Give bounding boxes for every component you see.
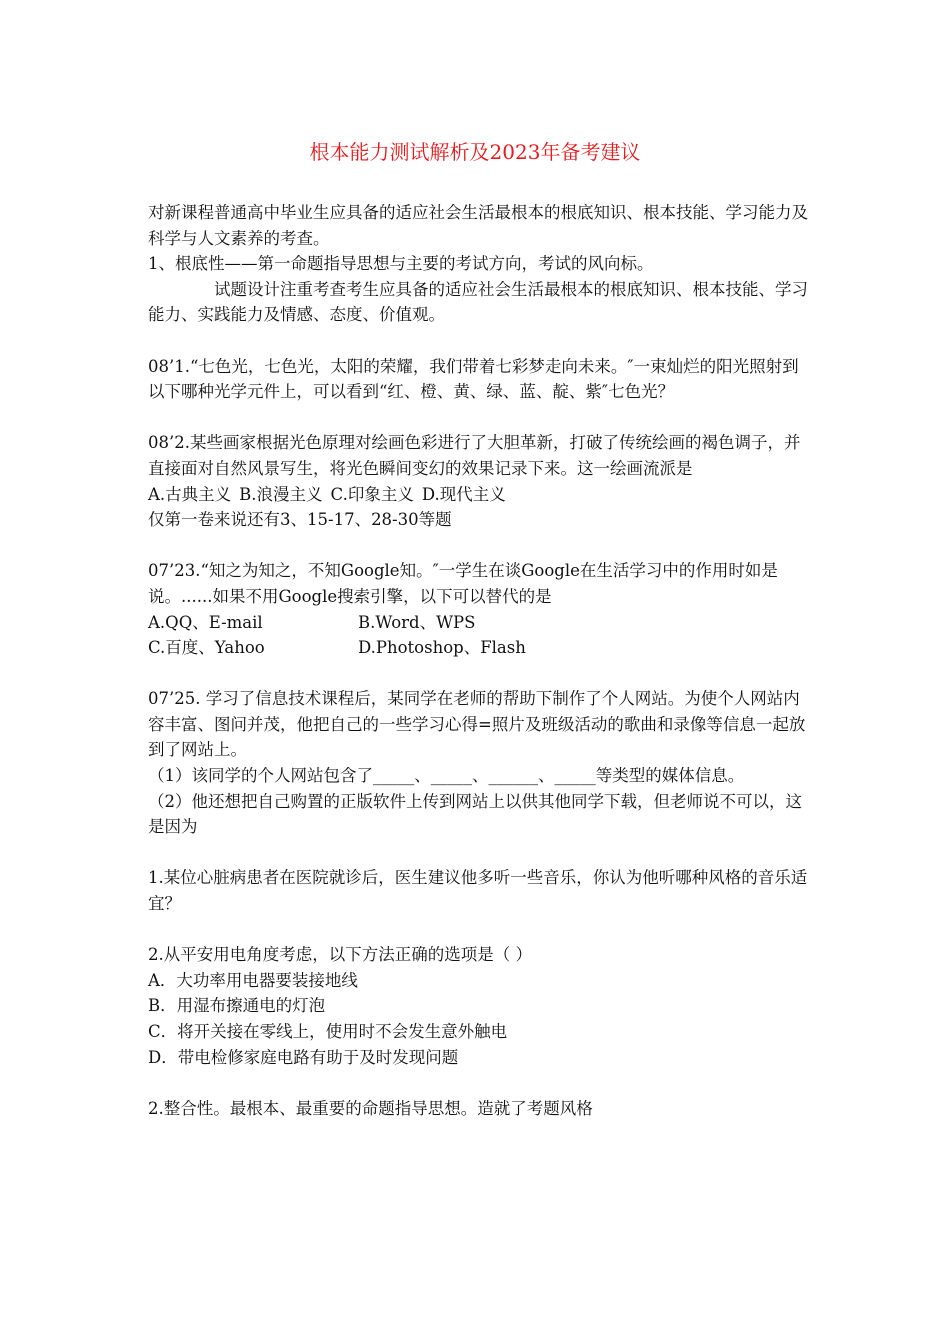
question-4-sub-1: （1）该同学的个人网站包含了_____、_____、______、_____等类型的媒体信息。: [148, 766, 745, 786]
option-b: B.Word、WPS: [358, 612, 476, 632]
spacer: [148, 661, 808, 687]
question-1: 08’1.“七色光，七色光，太阳的荣耀，我们带着七彩梦走向未来。″一束灿烂的阳光照射到以下哪种光学元件上，可以看到“红、橙、黄、绿、蓝、靛、紫″七色光？: [148, 356, 799, 402]
spacer: [148, 405, 808, 431]
option-a: A．大功率用电器要装接地线: [148, 970, 358, 990]
spacer: [148, 328, 808, 354]
document-body: [148, 200, 808, 1121]
spacer: [148, 840, 808, 866]
option-d: D.Photoshop、Flash: [358, 638, 526, 658]
question-6: 2.从平安用电角度考虑，以下方法正确的选项是（ ）: [148, 945, 532, 965]
spacer: [148, 1070, 808, 1096]
intro-paragraph: 对新课程普通高中毕业生应具备的适应社会生活最根本的根底知识、根本技能、学习能力及科学与人文素养的考查。: [148, 203, 808, 248]
question-4: 07’25. 学习了信息技术课程后，某同学在老师的帮助下制作了个人网站。为使个人网站内容丰富、图问并茂，他把自己的一些学习心得=照片及班级活动的歌曲和录像等信息一起放到了网站上。: [148, 689, 806, 760]
option-a: A.古典主义: [148, 484, 232, 504]
spacer: [148, 917, 808, 943]
option-d: D．带电检修家庭电路有助于及时发现问题: [148, 1047, 459, 1067]
option-c: C.百度、Yahoo: [148, 638, 265, 658]
option-c: C．将开关接在零线上，使用时不会发生意外触电: [148, 1022, 508, 1041]
question-2-options: [148, 482, 808, 508]
option-d: D.现代主义: [421, 484, 506, 504]
point1-heading: 1、根底性——第一命题指导思想与主要的考试方向，考试的风向标。: [148, 254, 654, 274]
question-2-note: 仅第一卷来说还有3、15-17、28-30等题: [148, 510, 452, 530]
spacer: [148, 533, 808, 559]
question-3-options-row-2: [148, 635, 808, 661]
option-a: A.QQ、E-mail: [148, 612, 263, 632]
document-title: 根本能力测试解析及2023年备考建议: [309, 140, 641, 164]
question-4-sub-2: （2）他还想把自己购置的正版软件上传到网站上以供其他同学下载，但老师说不可以，这是因为: [148, 791, 802, 837]
option-b: B.浪漫主义: [239, 484, 323, 504]
point2-heading: 2.整合性。最根本、最重要的命题指导思想。造就了考题风格: [148, 1098, 593, 1118]
point1-detail: 试题设计注重考查考生应具备的适应社会生活最根本的根底知识、根本技能、学习能力、实践能力及情感、态度、价值观。: [148, 279, 808, 325]
question-3: 07’23.“知之为知之，不知Google知。″一学生在谈Google在生活学习中的作用时如是说。......如果不用Google搜索引擎，以下可以替代的是: [148, 561, 778, 606]
question-5: 1.某位心脏病患者在医院就诊后，医生建议他多听一些音乐，你认为他听哪种风格的音乐适宜？: [148, 868, 808, 914]
option-b: B．用湿布擦通电的灯泡: [148, 996, 326, 1016]
question-2: 08’2.某些画家根据光色原理对绘画色彩进行了大胆革新，打破了传统绘画的褐色调子，并直接面对自然风景写生，将光色瞬间变幻的效果记录下来。这一绘画流派是: [148, 433, 801, 478]
question-3-options-row-1: [148, 610, 808, 636]
option-c: C.印象主义: [330, 484, 414, 504]
